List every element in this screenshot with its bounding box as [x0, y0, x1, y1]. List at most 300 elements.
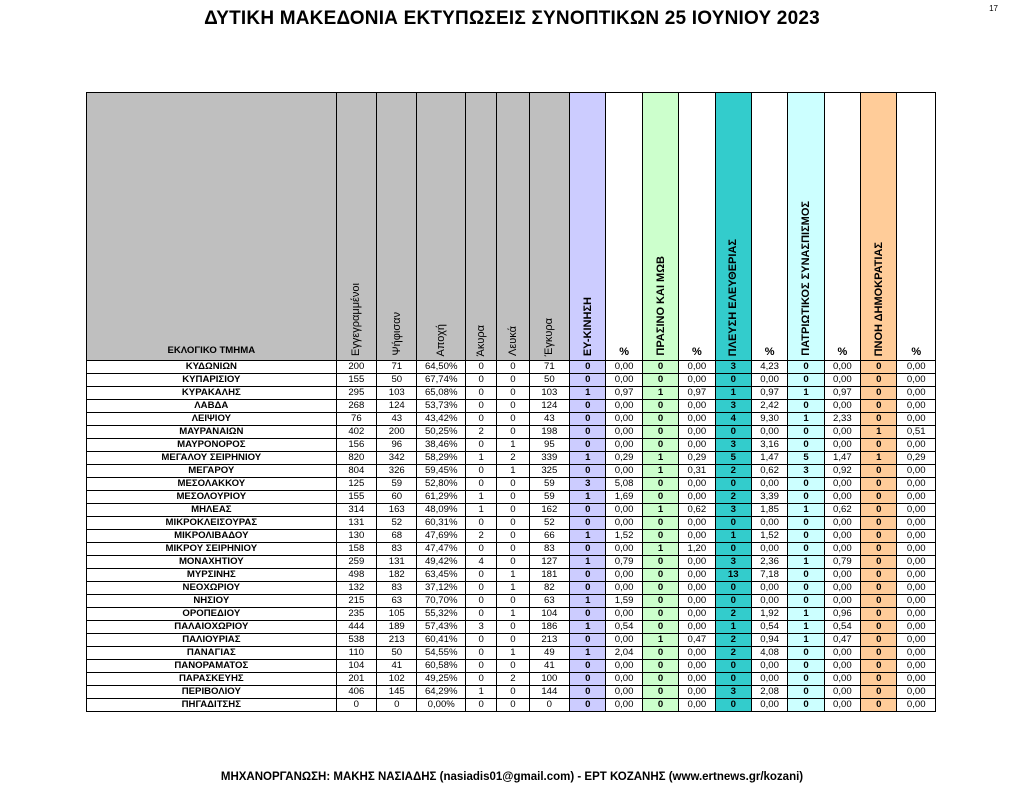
cell-pnoi-dimokratias-votes: 0: [861, 686, 897, 699]
cell-precinct-name: ΚΥΔΩΝΙΩΝ: [87, 361, 337, 374]
cell-valid: 124: [529, 400, 569, 413]
cell-voted: 200: [377, 426, 417, 439]
cell-valid: 71: [529, 361, 569, 374]
cell-registered: 235: [336, 608, 376, 621]
cell-patriotikos-synaspismos-votes: 0: [788, 400, 824, 413]
cell-ey-kinisi-pct: 0,00: [606, 400, 642, 413]
cell-registered: 215: [336, 595, 376, 608]
header-registered: Εγγεγραμμένοι: [336, 93, 376, 361]
cell-valid: 83: [529, 543, 569, 556]
cell-precinct-name: ΜΟΝΑΧΗΤΙΟΥ: [87, 556, 337, 569]
cell-plefsi-eleftherias-votes: 13: [715, 569, 751, 582]
cell-prasino-kai-mov-votes: 0: [642, 621, 678, 634]
cell-prasino-kai-mov-votes: 0: [642, 491, 678, 504]
cell-abstention: 63,45%: [417, 569, 466, 582]
cell-plefsi-eleftherias-votes: 0: [715, 517, 751, 530]
cell-invalid: 3: [465, 621, 496, 634]
cell-voted: 60: [377, 491, 417, 504]
table-row: [87, 647, 936, 660]
cell-valid: 198: [529, 426, 569, 439]
cell-valid: 59: [529, 478, 569, 491]
cell-ey-kinisi-votes: 1: [570, 491, 606, 504]
cell-ey-kinisi-votes: 1: [570, 647, 606, 660]
cell-voted: 145: [377, 686, 417, 699]
table-row: [87, 504, 936, 517]
header-invalid: Άκυρα: [465, 93, 496, 361]
table-row: [87, 374, 936, 387]
cell-plefsi-eleftherias-votes: 5: [715, 452, 751, 465]
cell-registered: 0: [336, 699, 376, 712]
cell-invalid: 4: [465, 556, 496, 569]
cell-ey-kinisi-pct: 0,00: [606, 517, 642, 530]
cell-plefsi-eleftherias-pct: 2,08: [751, 686, 787, 699]
cell-ey-kinisi-votes: 1: [570, 595, 606, 608]
cell-ey-kinisi-votes: 3: [570, 478, 606, 491]
cell-blank: 0: [497, 543, 529, 556]
cell-ey-kinisi-pct: 0,00: [606, 465, 642, 478]
cell-blank: 1: [497, 439, 529, 452]
cell-blank: 0: [497, 634, 529, 647]
page-number: 17: [989, 4, 998, 13]
cell-patriotikos-synaspismos-votes: 0: [788, 361, 824, 374]
cell-pnoi-dimokratias-votes: 0: [861, 439, 897, 452]
table-row: [87, 608, 936, 621]
cell-patriotikos-synaspismos-votes: 0: [788, 491, 824, 504]
cell-blank: 0: [497, 504, 529, 517]
table-row: [87, 569, 936, 582]
cell-precinct-name: ΚΥΠΑΡΙΣΙΟΥ: [87, 374, 337, 387]
cell-registered: 314: [336, 504, 376, 517]
cell-invalid: 0: [465, 387, 496, 400]
cell-prasino-kai-mov-pct: 0,00: [679, 400, 715, 413]
cell-prasino-kai-mov-pct: 0,00: [679, 556, 715, 569]
cell-valid: 186: [529, 621, 569, 634]
cell-pnoi-dimokratias-pct: 0,00: [897, 530, 936, 543]
cell-abstention: 60,58%: [417, 660, 466, 673]
cell-patriotikos-synaspismos-pct: 0,54: [824, 621, 860, 634]
table-row: [87, 439, 936, 452]
cell-blank: 0: [497, 361, 529, 374]
cell-abstention: 47,69%: [417, 530, 466, 543]
cell-invalid: 0: [465, 543, 496, 556]
cell-registered: 110: [336, 647, 376, 660]
cell-invalid: 0: [465, 634, 496, 647]
cell-patriotikos-synaspismos-pct: 0,00: [824, 478, 860, 491]
cell-blank: 1: [497, 582, 529, 595]
cell-pnoi-dimokratias-pct: 0,29: [897, 452, 936, 465]
cell-patriotikos-synaspismos-votes: 3: [788, 465, 824, 478]
cell-voted: 83: [377, 543, 417, 556]
cell-patriotikos-synaspismos-votes: 0: [788, 426, 824, 439]
cell-patriotikos-synaspismos-pct: 0,00: [824, 517, 860, 530]
cell-registered: 444: [336, 621, 376, 634]
cell-voted: 103: [377, 387, 417, 400]
table-row: [87, 673, 936, 686]
cell-prasino-kai-mov-pct: 1,20: [679, 543, 715, 556]
header-voted: Ψήφισαν: [377, 93, 417, 361]
cell-patriotikos-synaspismos-votes: 0: [788, 530, 824, 543]
cell-voted: 326: [377, 465, 417, 478]
cell-plefsi-eleftherias-pct: 0,00: [751, 426, 787, 439]
cell-patriotikos-synaspismos-pct: 0,00: [824, 426, 860, 439]
cell-pnoi-dimokratias-pct: 0,00: [897, 504, 936, 517]
cell-pnoi-dimokratias-pct: 0,00: [897, 595, 936, 608]
cell-precinct-name: ΜΕΓΑΡΟΥ: [87, 465, 337, 478]
cell-plefsi-eleftherias-votes: 4: [715, 413, 751, 426]
cell-patriotikos-synaspismos-pct: 0,62: [824, 504, 860, 517]
cell-patriotikos-synaspismos-votes: 0: [788, 517, 824, 530]
cell-registered: 820: [336, 452, 376, 465]
cell-pnoi-dimokratias-pct: 0,00: [897, 465, 936, 478]
cell-abstention: 55,32%: [417, 608, 466, 621]
cell-pnoi-dimokratias-votes: 0: [861, 595, 897, 608]
cell-pnoi-dimokratias-pct: 0,00: [897, 387, 936, 400]
cell-prasino-kai-mov-votes: 0: [642, 374, 678, 387]
header-pct: %: [679, 93, 715, 361]
cell-abstention: 49,42%: [417, 556, 466, 569]
cell-patriotikos-synaspismos-pct: 0,96: [824, 608, 860, 621]
cell-invalid: 0: [465, 595, 496, 608]
cell-pnoi-dimokratias-votes: 0: [861, 582, 897, 595]
table-row: [87, 400, 936, 413]
cell-blank: 0: [497, 686, 529, 699]
cell-patriotikos-synaspismos-pct: 2,33: [824, 413, 860, 426]
header-valid: Έγκυρα: [529, 93, 569, 361]
cell-registered: 201: [336, 673, 376, 686]
cell-prasino-kai-mov-votes: 0: [642, 530, 678, 543]
cell-pnoi-dimokratias-pct: 0,00: [897, 556, 936, 569]
cell-patriotikos-synaspismos-votes: 0: [788, 673, 824, 686]
header-pct: %: [897, 93, 936, 361]
cell-patriotikos-synaspismos-votes: 0: [788, 439, 824, 452]
cell-pnoi-dimokratias-pct: 0,00: [897, 374, 936, 387]
cell-precinct-name: ΠΑΛΙΟΥΡΙΑΣ: [87, 634, 337, 647]
table-row: [87, 452, 936, 465]
cell-ey-kinisi-pct: 1,59: [606, 595, 642, 608]
table-row: [87, 361, 936, 374]
table-row: [87, 660, 936, 673]
cell-patriotikos-synaspismos-pct: 0,79: [824, 556, 860, 569]
cell-plefsi-eleftherias-pct: 0,00: [751, 673, 787, 686]
cell-pnoi-dimokratias-pct: 0,51: [897, 426, 936, 439]
cell-patriotikos-synaspismos-pct: 0,00: [824, 582, 860, 595]
cell-plefsi-eleftherias-pct: 0,00: [751, 595, 787, 608]
cell-prasino-kai-mov-pct: 0,00: [679, 426, 715, 439]
cell-ey-kinisi-pct: 0,00: [606, 361, 642, 374]
cell-valid: 213: [529, 634, 569, 647]
cell-pnoi-dimokratias-pct: 0,00: [897, 569, 936, 582]
cell-prasino-kai-mov-votes: 0: [642, 582, 678, 595]
cell-plefsi-eleftherias-pct: 4,08: [751, 647, 787, 660]
cell-registered: 268: [336, 400, 376, 413]
cell-valid: 43: [529, 413, 569, 426]
cell-prasino-kai-mov-pct: 0,29: [679, 452, 715, 465]
cell-invalid: 0: [465, 660, 496, 673]
cell-ey-kinisi-pct: 0,79: [606, 556, 642, 569]
cell-precinct-name: ΜΕΓΑΛΟΥ ΣΕΙΡΗΝΙΟΥ: [87, 452, 337, 465]
cell-prasino-kai-mov-pct: 0,00: [679, 569, 715, 582]
cell-valid: 103: [529, 387, 569, 400]
cell-ey-kinisi-pct: 0,00: [606, 413, 642, 426]
cell-ey-kinisi-pct: 1,52: [606, 530, 642, 543]
cell-invalid: 0: [465, 569, 496, 582]
page-title: ΔΥΤΙΚΗ ΜΑΚΕΔΟΝΙΑ ΕΚΤΥΠΩΣΕΙΣ ΣΥΝΟΠΤΙΚΩΝ 25 ΙΟΥΝΙΟΥ 2023: [204, 8, 820, 29]
header-party-patriotikos-synaspismos: ΠΑΤΡΙΩΤΙΚΟΣ ΣΥΝΑΣΠΙΣΜΟΣ: [788, 93, 824, 361]
header-party-prasino-kai-mov: ΠΡΑΣΙΝΟ ΚΑΙ ΜΩΒ: [642, 93, 678, 361]
cell-blank: 0: [497, 530, 529, 543]
cell-blank: 0: [497, 595, 529, 608]
cell-plefsi-eleftherias-votes: 0: [715, 426, 751, 439]
cell-abstention: 49,25%: [417, 673, 466, 686]
cell-prasino-kai-mov-pct: 0,00: [679, 439, 715, 452]
cell-blank: 0: [497, 374, 529, 387]
cell-valid: 339: [529, 452, 569, 465]
cell-ey-kinisi-pct: 0,00: [606, 504, 642, 517]
cell-precinct-name: ΠΑΛΑΙΟΧΩΡΙΟΥ: [87, 621, 337, 634]
cell-ey-kinisi-pct: 2,04: [606, 647, 642, 660]
cell-ey-kinisi-pct: 1,69: [606, 491, 642, 504]
cell-patriotikos-synaspismos-votes: 0: [788, 374, 824, 387]
cell-prasino-kai-mov-votes: 1: [642, 504, 678, 517]
cell-patriotikos-synaspismos-pct: 0,00: [824, 673, 860, 686]
header-party-pnoi-dimokratias: ΠΝΟΗ ΔΗΜΟΚΡΑΤΙΑΣ: [861, 93, 897, 361]
table-row: [87, 413, 936, 426]
cell-pnoi-dimokratias-votes: 0: [861, 361, 897, 374]
cell-valid: 41: [529, 660, 569, 673]
cell-plefsi-eleftherias-pct: 0,62: [751, 465, 787, 478]
cell-abstention: 65,08%: [417, 387, 466, 400]
cell-precinct-name: ΠΑΡΑΣΚΕΥΗΣ: [87, 673, 337, 686]
cell-registered: 538: [336, 634, 376, 647]
cell-pnoi-dimokratias-votes: 0: [861, 504, 897, 517]
cell-blank: 0: [497, 478, 529, 491]
cell-patriotikos-synaspismos-pct: 0,00: [824, 491, 860, 504]
cell-valid: 100: [529, 673, 569, 686]
cell-ey-kinisi-votes: 0: [570, 465, 606, 478]
cell-pnoi-dimokratias-votes: 0: [861, 491, 897, 504]
cell-prasino-kai-mov-pct: 0,00: [679, 608, 715, 621]
cell-patriotikos-synaspismos-pct: 0,00: [824, 699, 860, 712]
header-abstention: Αποχή: [417, 93, 466, 361]
cell-prasino-kai-mov-pct: 0,00: [679, 660, 715, 673]
cell-patriotikos-synaspismos-votes: 0: [788, 647, 824, 660]
cell-patriotikos-synaspismos-pct: 0,47: [824, 634, 860, 647]
cell-abstention: 50,25%: [417, 426, 466, 439]
cell-pnoi-dimokratias-votes: 0: [861, 543, 897, 556]
cell-ey-kinisi-pct: 0,00: [606, 439, 642, 452]
cell-ey-kinisi-votes: 0: [570, 660, 606, 673]
cell-patriotikos-synaspismos-pct: 0,00: [824, 686, 860, 699]
cell-prasino-kai-mov-votes: 1: [642, 465, 678, 478]
cell-pnoi-dimokratias-votes: 0: [861, 465, 897, 478]
cell-precinct-name: ΠΗΓΑΔΙΤΣΗΣ: [87, 699, 337, 712]
cell-registered: 104: [336, 660, 376, 673]
cell-pnoi-dimokratias-votes: 1: [861, 452, 897, 465]
cell-prasino-kai-mov-votes: 0: [642, 608, 678, 621]
cell-valid: 63: [529, 595, 569, 608]
cell-ey-kinisi-votes: 1: [570, 621, 606, 634]
cell-ey-kinisi-votes: 0: [570, 504, 606, 517]
cell-patriotikos-synaspismos-pct: 0,00: [824, 361, 860, 374]
cell-plefsi-eleftherias-pct: 4,23: [751, 361, 787, 374]
cell-patriotikos-synaspismos-pct: 0,00: [824, 543, 860, 556]
cell-prasino-kai-mov-pct: 0,00: [679, 686, 715, 699]
cell-pnoi-dimokratias-pct: 0,00: [897, 660, 936, 673]
cell-blank: 0: [497, 621, 529, 634]
cell-pnoi-dimokratias-pct: 0,00: [897, 673, 936, 686]
cell-plefsi-eleftherias-votes: 0: [715, 374, 751, 387]
cell-plefsi-eleftherias-votes: 0: [715, 543, 751, 556]
cell-precinct-name: ΟΡΟΠΕΔΙΟΥ: [87, 608, 337, 621]
cell-prasino-kai-mov-pct: 0,00: [679, 491, 715, 504]
cell-voted: 189: [377, 621, 417, 634]
cell-pnoi-dimokratias-pct: 0,00: [897, 413, 936, 426]
cell-invalid: 1: [465, 686, 496, 699]
cell-plefsi-eleftherias-pct: 0,00: [751, 543, 787, 556]
cell-ey-kinisi-pct: 0,00: [606, 673, 642, 686]
cell-ey-kinisi-votes: 0: [570, 426, 606, 439]
cell-blank: 1: [497, 465, 529, 478]
cell-voted: 131: [377, 556, 417, 569]
table-row: [87, 621, 936, 634]
cell-voted: 213: [377, 634, 417, 647]
cell-patriotikos-synaspismos-votes: 5: [788, 452, 824, 465]
cell-abstention: 59,45%: [417, 465, 466, 478]
cell-registered: 804: [336, 465, 376, 478]
cell-prasino-kai-mov-votes: 0: [642, 361, 678, 374]
cell-plefsi-eleftherias-pct: 2,36: [751, 556, 787, 569]
table-row: [87, 543, 936, 556]
cell-registered: 130: [336, 530, 376, 543]
cell-prasino-kai-mov-votes: 1: [642, 543, 678, 556]
cell-plefsi-eleftherias-votes: 0: [715, 699, 751, 712]
cell-voted: 105: [377, 608, 417, 621]
cell-abstention: 57,43%: [417, 621, 466, 634]
cell-patriotikos-synaspismos-votes: 1: [788, 413, 824, 426]
cell-invalid: 0: [465, 647, 496, 660]
cell-pnoi-dimokratias-votes: 0: [861, 400, 897, 413]
cell-ey-kinisi-pct: 0,00: [606, 582, 642, 595]
cell-plefsi-eleftherias-pct: 2,42: [751, 400, 787, 413]
cell-voted: 52: [377, 517, 417, 530]
cell-registered: 76: [336, 413, 376, 426]
table-row: [87, 530, 936, 543]
cell-blank: 0: [497, 387, 529, 400]
cell-abstention: 37,12%: [417, 582, 466, 595]
cell-prasino-kai-mov-pct: 0,00: [679, 673, 715, 686]
cell-voted: 59: [377, 478, 417, 491]
header-blank: Λευκά: [497, 93, 529, 361]
cell-prasino-kai-mov-pct: 0,47: [679, 634, 715, 647]
cell-blank: 0: [497, 491, 529, 504]
cell-plefsi-eleftherias-votes: 2: [715, 647, 751, 660]
cell-pnoi-dimokratias-pct: 0,00: [897, 400, 936, 413]
cell-precinct-name: ΜΕΣΟΛΟΥΡΙΟΥ: [87, 491, 337, 504]
cell-registered: 498: [336, 569, 376, 582]
cell-ey-kinisi-pct: 0,97: [606, 387, 642, 400]
cell-patriotikos-synaspismos-votes: 0: [788, 686, 824, 699]
cell-precinct-name: ΠΑΝΟΡΑΜΑΤΟΣ: [87, 660, 337, 673]
cell-pnoi-dimokratias-pct: 0,00: [897, 634, 936, 647]
cell-pnoi-dimokratias-pct: 0,00: [897, 478, 936, 491]
cell-patriotikos-synaspismos-votes: 1: [788, 608, 824, 621]
cell-ey-kinisi-votes: 0: [570, 361, 606, 374]
cell-ey-kinisi-votes: 0: [570, 569, 606, 582]
cell-plefsi-eleftherias-votes: 1: [715, 387, 751, 400]
cell-pnoi-dimokratias-pct: 0,00: [897, 439, 936, 452]
cell-patriotikos-synaspismos-pct: 0,00: [824, 660, 860, 673]
cell-pnoi-dimokratias-votes: 0: [861, 413, 897, 426]
cell-blank: 1: [497, 569, 529, 582]
cell-pnoi-dimokratias-pct: 0,00: [897, 699, 936, 712]
cell-ey-kinisi-pct: 0,00: [606, 686, 642, 699]
cell-registered: 259: [336, 556, 376, 569]
cell-blank: 0: [497, 660, 529, 673]
cell-ey-kinisi-pct: 0,00: [606, 634, 642, 647]
cell-plefsi-eleftherias-votes: 3: [715, 400, 751, 413]
cell-ey-kinisi-votes: 1: [570, 530, 606, 543]
cell-precinct-name: ΝΕΟΧΩΡΙΟΥ: [87, 582, 337, 595]
table-row: [87, 517, 936, 530]
cell-patriotikos-synaspismos-votes: 0: [788, 595, 824, 608]
cell-ey-kinisi-pct: 0,00: [606, 608, 642, 621]
cell-ey-kinisi-pct: 0,00: [606, 543, 642, 556]
cell-prasino-kai-mov-pct: 0,97: [679, 387, 715, 400]
cell-blank: 2: [497, 452, 529, 465]
cell-prasino-kai-mov-votes: 0: [642, 660, 678, 673]
cell-pnoi-dimokratias-votes: 1: [861, 426, 897, 439]
table-row: [87, 465, 936, 478]
cell-voted: 96: [377, 439, 417, 452]
cell-invalid: 0: [465, 517, 496, 530]
cell-ey-kinisi-votes: 0: [570, 400, 606, 413]
cell-patriotikos-synaspismos-pct: 0,00: [824, 595, 860, 608]
cell-plefsi-eleftherias-pct: 0,00: [751, 374, 787, 387]
cell-pnoi-dimokratias-pct: 0,00: [897, 686, 936, 699]
header-row: [87, 93, 936, 361]
cell-valid: 82: [529, 582, 569, 595]
cell-ey-kinisi-pct: 0,00: [606, 569, 642, 582]
header-precinct: ΕΚΛΟΓΙΚΟ ΤΜΗΜΑ: [87, 93, 337, 361]
cell-pnoi-dimokratias-votes: 0: [861, 517, 897, 530]
table-row: [87, 634, 936, 647]
cell-voted: 182: [377, 569, 417, 582]
cell-pnoi-dimokratias-votes: 0: [861, 530, 897, 543]
cell-blank: 2: [497, 673, 529, 686]
cell-precinct-name: ΜΑΥΡΑΝΑΙΩΝ: [87, 426, 337, 439]
cell-plefsi-eleftherias-pct: 9,30: [751, 413, 787, 426]
cell-prasino-kai-mov-votes: 0: [642, 478, 678, 491]
cell-plefsi-eleftherias-pct: 1,92: [751, 608, 787, 621]
cell-patriotikos-synaspismos-votes: 1: [788, 556, 824, 569]
cell-plefsi-eleftherias-votes: 0: [715, 595, 751, 608]
cell-prasino-kai-mov-votes: 1: [642, 387, 678, 400]
cell-prasino-kai-mov-pct: 0,00: [679, 647, 715, 660]
cell-ey-kinisi-votes: 1: [570, 556, 606, 569]
cell-registered: 295: [336, 387, 376, 400]
cell-plefsi-eleftherias-pct: 7,18: [751, 569, 787, 582]
cell-registered: 131: [336, 517, 376, 530]
cell-precinct-name: ΜΕΣΟΛΑΚΚΟΥ: [87, 478, 337, 491]
cell-voted: 102: [377, 673, 417, 686]
header-pct: %: [824, 93, 860, 361]
table-row: [87, 556, 936, 569]
cell-invalid: 2: [465, 426, 496, 439]
cell-pnoi-dimokratias-votes: 0: [861, 634, 897, 647]
cell-plefsi-eleftherias-votes: 0: [715, 478, 751, 491]
cell-prasino-kai-mov-pct: 0,00: [679, 582, 715, 595]
cell-plefsi-eleftherias-votes: 2: [715, 608, 751, 621]
